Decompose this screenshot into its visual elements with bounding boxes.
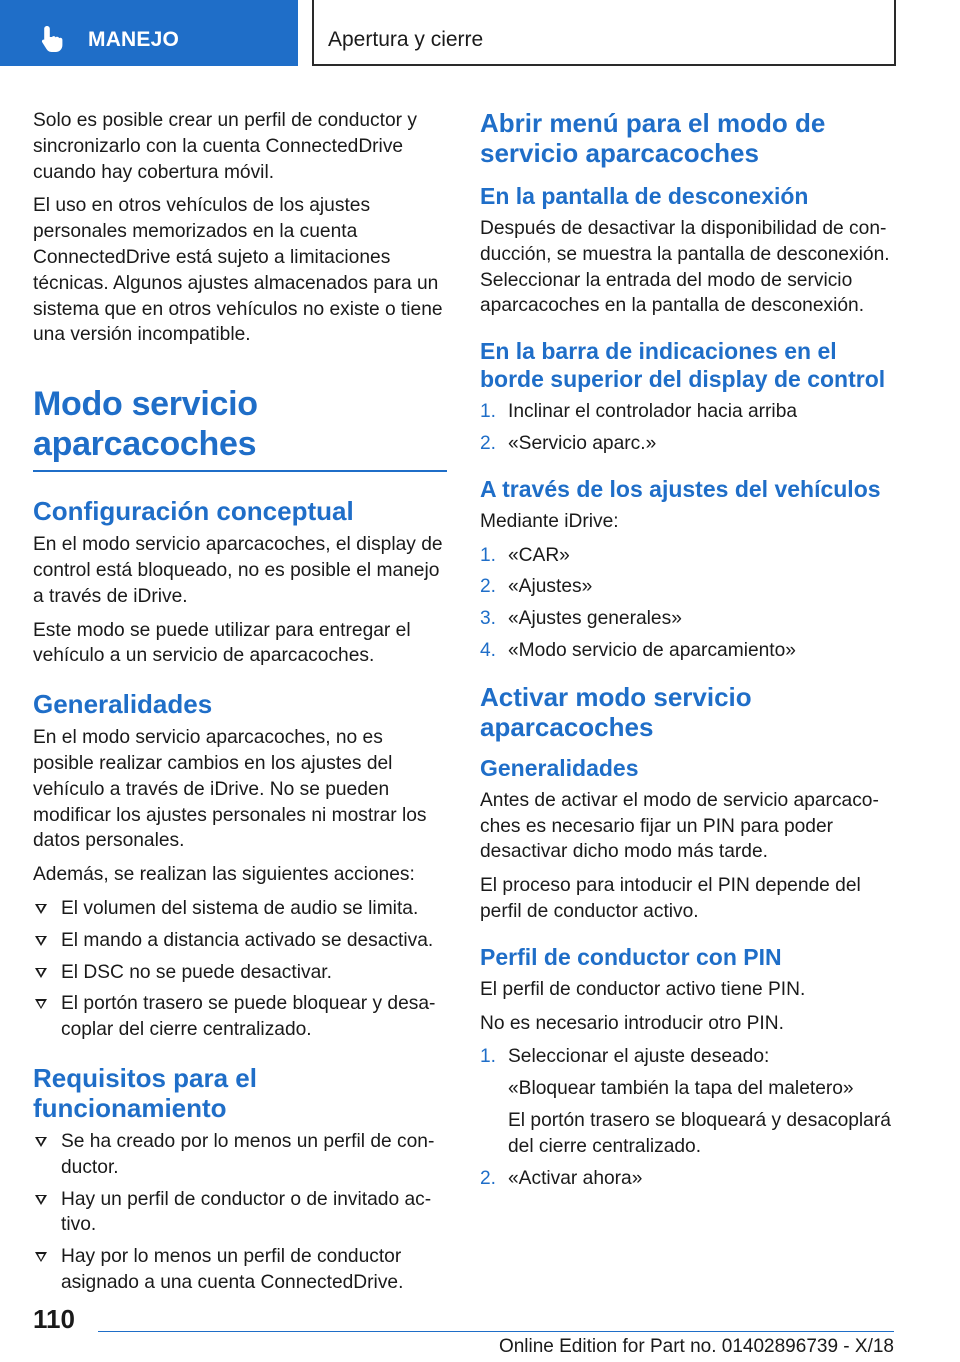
paragraph: En el modo servicio aparcacoches, el display de control está bloqueado, no es posible el manejo a través de iDrive. [33,534,443,607]
paragraph: En el modo servicio aparcacoches, no es posible realizar cambios en los ajustes del vehículo a través de iDrive. No se pueden modificar los ajustes personales ni mostrar los datos personales. [33,727,427,852]
triangle-bullet-icon [35,1252,47,1262]
list-item: 3. «Ajustes generales» [480,608,682,630]
triangle-bullet-icon [35,904,47,914]
subsection-heading: A través de los ajustes del vehículos [480,475,881,502]
paragraph: El perfil de conductor activo tiene PIN. [480,978,806,1000]
section-heading: Generalidades [33,689,213,720]
paragraph: Después de desactivar la disponibilidad de conducción, se muestra la pantalla de desconexión. Seleccionar la entrada del modo de servicio aparcacoches en la pantalla de desconexión. [480,218,890,317]
section-heading: Activar modo servicio aparcacoches [480,681,752,742]
section-tab-label: MANEJO [88,28,180,51]
footer-divider [98,1331,894,1332]
page-number: 110 [33,1304,75,1334]
subsection-heading: En la pantalla de desconexión [480,183,809,209]
main-heading: Modo servicio aparcacoches [33,384,447,472]
list-item: El DSC no se puede desactivar. [33,960,447,986]
step-detail: El portón trasero se bloqueará y desacoplará del cierre centralizado. [508,1109,891,1157]
step-list [480,399,892,457]
triangle-bullet-icon [35,1137,47,1147]
hand-pointer-icon [38,24,68,54]
list-item: 2. «Servicio aparc.» [480,432,657,454]
section-heading: Requisitos para el funcionamiento [33,1062,257,1123]
paragraph: Antes de activar el modo de servicio aparcacoches es necesario fijar un PIN para poder desactivar dicho modo más tarde. [480,789,879,863]
list-item: 1. Inclinar el controlador hacia arriba [480,401,798,423]
subsection-heading: Generalidades [480,754,639,781]
paragraph: Este modo se puede utilizar para entregar el vehículo a un servicio de aparcacoches. [33,619,411,667]
section-heading: Abrir menú para el modo de servicio aparcacoches [480,108,826,168]
list-item: Hay un perfil de conductor o de invitado activo. [33,1187,447,1239]
triangle-bullet-icon [35,999,47,1009]
right-column [480,108,892,1199]
list-item: El portón trasero se puede bloquear y desacoplar del cierre centralizado. [33,991,447,1043]
subsection-heading: Perfil de conductor con PIN [480,943,782,970]
bullet-list [33,1129,447,1296]
section-tab[interactable] [0,0,298,66]
bullet-list [33,896,447,1043]
chapter-header [312,0,896,66]
list-item: 1. Seleccionar el ajuste deseado: «Bloquear también la tapa del maletero» El portón trasero se bloqueará y desacoplará del cierre centralizado. [480,1044,892,1159]
chapter-title: Apertura y cierre [328,28,484,51]
step-list [480,1044,892,1191]
step-detail: «Bloquear también la tapa del maletero» [508,1078,854,1100]
list-item: Se ha creado por lo menos un perfil de conductor. [33,1129,447,1181]
list-item: El volumen del sistema de audio se limita. [33,896,447,922]
intro-paragraph: El uso en otros vehículos de los ajustes personales memorizados en la cuenta ConnectedDrive está sujeto a limitaciones técnicas. Algunos ajustes almacenados para un sistema que en otros vehículos no existe o tiene una versión incompatible. [33,195,443,346]
left-column [33,108,447,1304]
triangle-bullet-icon [35,1195,47,1205]
paragraph: Además, se realizan las siguientes acciones: [33,864,415,886]
section-heading: Configuración conceptual [33,496,354,527]
triangle-bullet-icon [35,936,47,946]
paragraph: Mediante iDrive: [480,510,619,532]
list-item: Hay por lo menos un perfil de conductor asignado a una cuenta ConnectedDrive. [33,1244,447,1296]
triangle-bullet-icon [35,968,47,978]
list-item: 2. «Ajustes» [480,576,593,598]
list-item: El mando a distancia activado se desactiva. [33,928,447,954]
paragraph: El proceso para intoducir el PIN depende del perfil de conductor activo. [480,875,861,922]
list-item: 4. «Modo servicio de aparcamiento» [480,639,796,661]
list-item: 1. «CAR» [480,544,570,566]
edition-note: Online Edition for Part no. 01402896739 - X/18 [498,1336,894,1357]
subsection-heading: En la barra de indicaciones en el borde superior del display de control [480,338,886,393]
paragraph: No es necesario introducir otro PIN. [480,1012,784,1034]
step-list [480,543,892,664]
list-item: 2. «Activar ahora» [480,1167,643,1189]
intro-paragraph: Solo es posible crear un perfil de conductor y sincronizarlo con la cuenta ConnectedDrive cuando hay cobertura móvil. [33,110,417,183]
